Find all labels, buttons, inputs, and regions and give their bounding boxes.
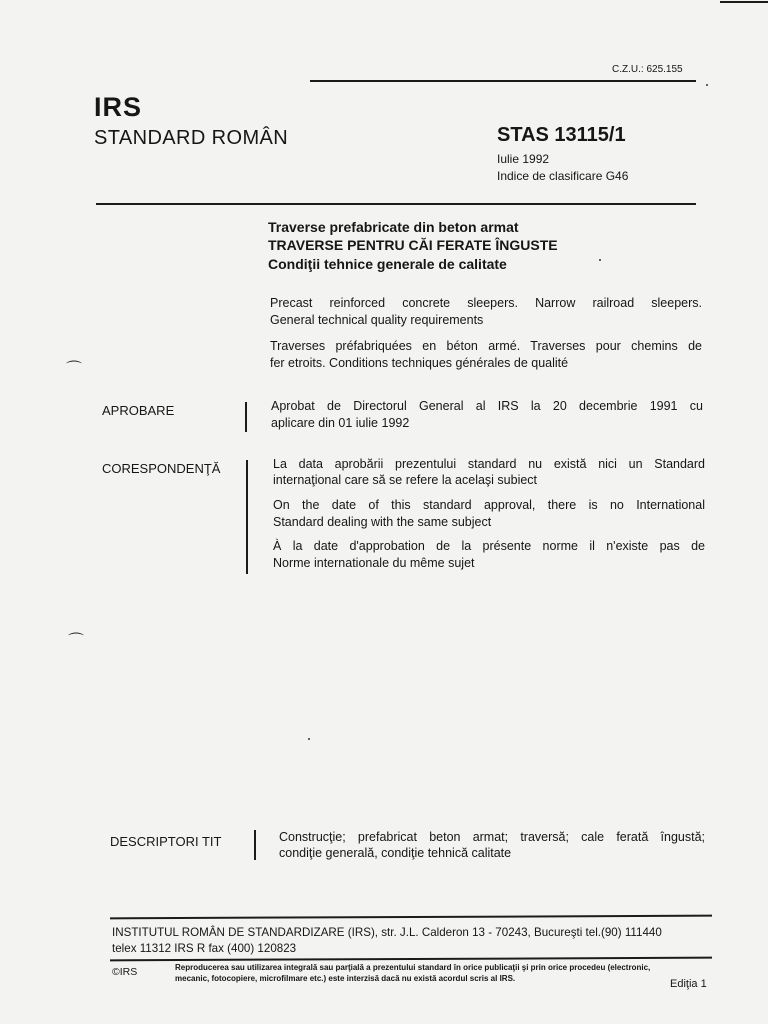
footer-bottom-rule xyxy=(110,957,712,961)
header-bottom-rule xyxy=(96,203,696,205)
descriptors-line-1: Construcţie; prefabricat beton armat; traversă; cale ferată îngustă; xyxy=(279,830,705,844)
english-title-line-1: Precast reinforced concrete sleepers. Narrow railroad sleepers. xyxy=(270,296,702,310)
approval-divider xyxy=(245,402,247,432)
approval-line-1: Aprobat de Directorul General al IRS la 20 decembrie 1991 cu xyxy=(271,399,703,413)
correspondence-divider xyxy=(246,460,248,574)
title-line-2: TRAVERSE PENTRU CĂI FERATE ÎNGUSTE xyxy=(268,237,558,253)
copyright-mark: ©IRS xyxy=(112,966,138,978)
french-title-line-1: Traverses préfabriquées en béton armé. Traverses pour chemins de xyxy=(270,339,702,353)
correspondence-fr-line-2: Norme internationale du même sujet xyxy=(273,556,475,570)
scan-speck xyxy=(706,84,708,86)
classification-index: Indice de clasificare G46 xyxy=(497,169,629,183)
approval-label: APROBARE xyxy=(102,403,175,418)
scan-speck xyxy=(308,738,310,740)
descriptors-line-2: condiţie generală, condiţie tehnică calitate xyxy=(279,846,512,860)
approval-line-2: aplicare din 01 iulie 1992 xyxy=(271,416,410,430)
french-title-line-2: fer etroits. Conditions techniques générales de qualité xyxy=(270,356,569,370)
reproduction-notice-line-1: Reproducerea sau utilizarea integrală sau parţială a prezentului standard în orice publicaţii şi prin orice procedeu (electronic, xyxy=(175,963,651,972)
org-short-name: IRS xyxy=(94,92,143,122)
descriptors-label: DESCRIPTORI TIT xyxy=(110,834,222,849)
correspondence-fr-line-1: À la date d'approbation de la présente norme il n'existe pas de xyxy=(273,539,705,553)
scan-hole-mark-icon: ⌒ xyxy=(66,361,83,378)
title-line-3: Condiţii tehnice generale de calitate xyxy=(268,256,507,272)
scan-hole-mark-icon: ⌒ xyxy=(68,633,85,650)
correspondence-ro-line-2: internaţional care să se refere la acelaşi subiect xyxy=(273,473,538,487)
standard-number: STAS 13115/1 xyxy=(497,124,626,146)
scan-edge-mark xyxy=(720,1,768,3)
scan-speck xyxy=(599,259,601,261)
correspondence-en-line-1: On the date of this standard approval, there is no International xyxy=(273,498,705,512)
standard-date: Iulie 1992 xyxy=(497,152,550,166)
czu-code: C.Z.U.: 625.155 xyxy=(612,64,683,75)
edition-label: Ediţia 1 xyxy=(670,978,707,990)
institute-address: INSTITUTUL ROMÂN DE STANDARDIZARE (IRS), str. J.L. Calderon 13 - 70243, Bucureşti tel.(90) 111440 xyxy=(112,926,662,939)
descriptors-divider xyxy=(254,830,256,860)
correspondence-en-line-2: Standard dealing with the same subject xyxy=(273,515,492,529)
org-title: STANDARD ROMÂN xyxy=(94,127,289,149)
correspondence-label: CORESPONDENŢĂ xyxy=(102,461,221,476)
correspondence-ro-line-1: La data aprobării prezentului standard nu există nici un Standard xyxy=(273,457,705,471)
institute-telex-fax: telex 11312 IRS R fax (400) 120823 xyxy=(112,942,297,955)
reproduction-notice-line-2: mecanic, fotocopiere, microfilmare etc.) este interzisă dacă nu există acordul scris al IRS. xyxy=(175,974,516,983)
title-line-1: Traverse prefabricate din beton armat xyxy=(268,219,519,235)
header-top-rule xyxy=(310,80,696,82)
footer-top-rule xyxy=(110,915,712,919)
english-title-line-2: General technical quality requirements xyxy=(270,313,484,327)
